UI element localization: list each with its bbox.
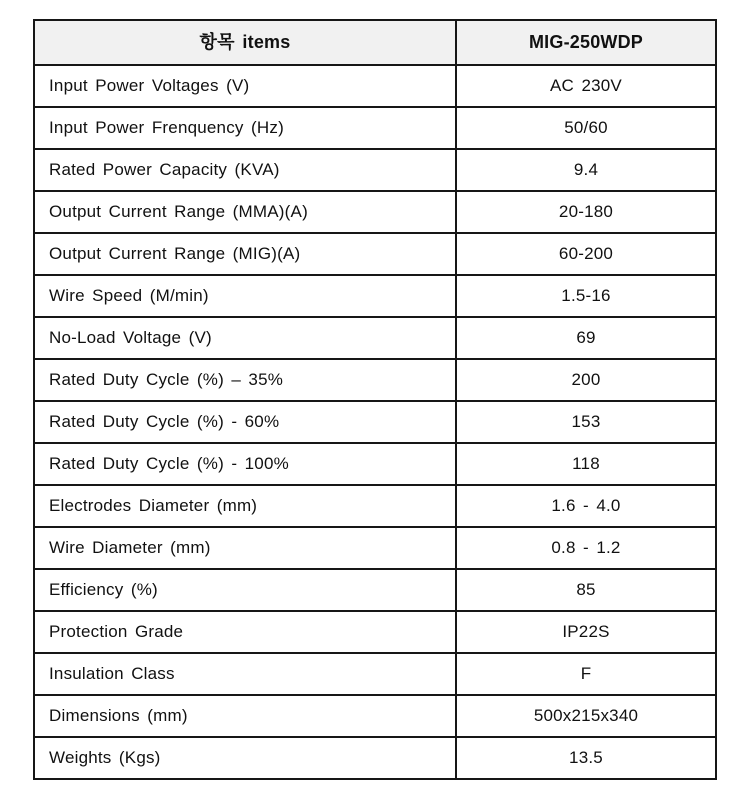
spec-item-value: 200 [456,359,716,401]
table-row [34,737,716,779]
table-row [34,569,716,611]
spec-item-label: Dimensions (mm) [34,695,456,737]
spec-table-body [34,65,716,779]
table-row [34,695,716,737]
spec-item-value: IP22S [456,611,716,653]
table-row [34,191,716,233]
spec-item-label: No-Load Voltage (V) [34,317,456,359]
spec-item-value: 69 [456,317,716,359]
table-row [34,107,716,149]
spec-item-label: Rated Duty Cycle (%) - 60% [34,401,456,443]
spec-item-value: AC 230V [456,65,716,107]
table-row [34,317,716,359]
spec-item-label: Output Current Range (MIG)(A) [34,233,456,275]
spec-item-label: Rated Duty Cycle (%) - 100% [34,443,456,485]
spec-item-label: Protection Grade [34,611,456,653]
spec-item-label: Input Power Voltages (V) [34,65,456,107]
spec-item-value: 0.8 - 1.2 [456,527,716,569]
spec-item-label: Weights (Kgs) [34,737,456,779]
header-model-label: MIG-250WDP [456,20,716,65]
spec-item-value: 153 [456,401,716,443]
spec-item-value: 50/60 [456,107,716,149]
header-row [34,20,716,65]
table-row [34,443,716,485]
spec-item-label: Wire Diameter (mm) [34,527,456,569]
spec-item-value: 85 [456,569,716,611]
table-row [34,233,716,275]
table-row [34,149,716,191]
spec-item-value: 1.6 - 4.0 [456,485,716,527]
spec-item-value: 13.5 [456,737,716,779]
table-row [34,527,716,569]
spec-item-value: 60-200 [456,233,716,275]
spec-item-label: Output Current Range (MMA)(A) [34,191,456,233]
table-row [34,485,716,527]
spec-item-label: Rated Duty Cycle (%) – 35% [34,359,456,401]
spec-item-value: 20-180 [456,191,716,233]
spec-item-value: 9.4 [456,149,716,191]
spec-item-label: Wire Speed (M/min) [34,275,456,317]
spec-item-value: F [456,653,716,695]
spec-item-value: 500x215x340 [456,695,716,737]
spec-item-label: Insulation Class [34,653,456,695]
table-row [34,275,716,317]
table-row [34,653,716,695]
table-row [34,359,716,401]
table-row [34,611,716,653]
table-row [34,65,716,107]
spec-table [33,19,717,780]
spec-item-label: Input Power Frenquency (Hz) [34,107,456,149]
header-items-label: 항목 items [34,20,456,65]
spec-item-label: Electrodes Diameter (mm) [34,485,456,527]
table-row [34,401,716,443]
spec-item-label: Efficiency (%) [34,569,456,611]
spec-item-label: Rated Power Capacity (KVA) [34,149,456,191]
spec-item-value: 118 [456,443,716,485]
spec-item-value: 1.5-16 [456,275,716,317]
